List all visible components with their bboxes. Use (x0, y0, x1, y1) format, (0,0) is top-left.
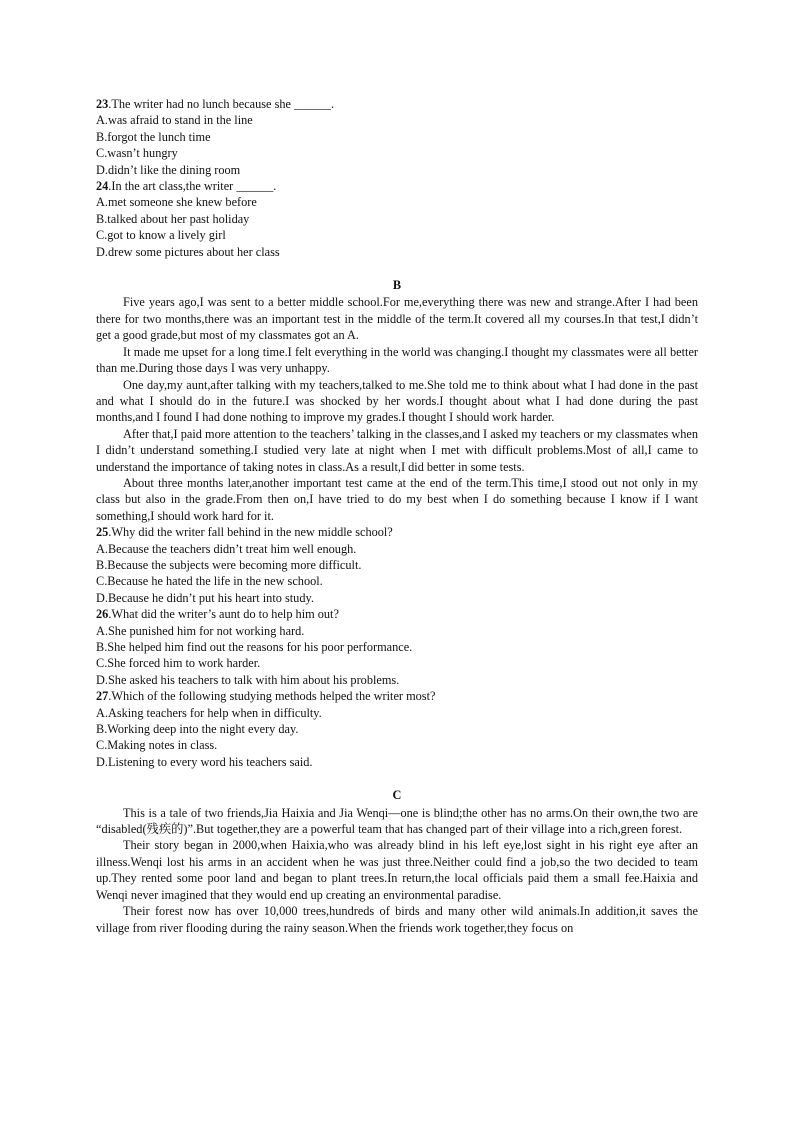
option-a: A.Asking teachers for help when in difficulty. (96, 705, 322, 720)
document-page (96, 96, 698, 936)
passage-paragraph: Their story began in 2000,when Haixia,who was already blind in his left eye,lost sight in his right eye after an illness.Wenqi lost his arms in an accident when he was just three.Neither could find a job,so the two decided to team up.They rented some poor land and began to plant trees.In return,the local officials paid them a small fee.Haixia and Wenqi never imagined that they would end up creating an environmental paradise. (96, 838, 698, 902)
question-number: 24 (96, 179, 109, 194)
question-number: 27 (96, 689, 109, 704)
option-c: C.wasn’t hungry (96, 146, 178, 161)
question-number: 23 (96, 97, 109, 111)
question-stem: 27.Which of the following studying methods helped the writer most? (96, 689, 436, 704)
question-number: 25 (96, 525, 109, 540)
option-a: A.She punished him for not working hard. (96, 623, 305, 638)
section-heading: C (392, 788, 402, 803)
option-d: D.drew some pictures about her class (96, 244, 280, 259)
section-c (96, 787, 698, 936)
passage-paragraph: One day,my aunt,after talking with my teachers,talked to me.She told me to think about what I had done in the past and what I should do in the future.I was shocked by her words.I thought about what I had done during the past months,and I found I had done nothing to improve my grades.I thought I should work harder. (96, 377, 698, 425)
option-b: B.Working deep into the night every day. (96, 722, 299, 737)
option-b: B.talked about her past holiday (96, 211, 250, 226)
question-stem: 26.What did the writer’s aunt do to help him out? (96, 607, 339, 622)
passage-paragraph: After that,I paid more attention to the teachers’ talking in the classes,and I asked my teachers or my classmates when I didn’t understand something.I studied very late at night when I met with difficult problems.Most of all,I came to understand the importance of taking notes in class.As a result,I did better in some tests. (96, 426, 698, 474)
option-c: C.Because he hated the life in the new school. (96, 574, 323, 589)
option-d: D.Because he didn’t put his heart into study. (96, 590, 314, 605)
question-25 (96, 524, 698, 606)
passage-paragraph: Five years ago,I was sent to a better middle school.For me,everything there was new and strange.After I had been there for two months,there was an important test in the middle of the term.It covered all my courses.In that test,I didn’t get a good grade,but most of my classmates got an A. (96, 295, 698, 343)
question-23 (96, 96, 698, 178)
option-d: D.didn’t like the dining room (96, 162, 241, 177)
passage-paragraph: Their forest now has over 10,000 trees,hundreds of birds and many other wild animals.In addition,it saves the village from river flooding during the rainy season.When the friends work together,they focus on (96, 904, 698, 935)
option-b: B.forgot the lunch time (96, 129, 211, 144)
section-a-questions (96, 96, 698, 260)
question-27 (96, 688, 698, 770)
question-stem: 25.Why did the writer fall behind in the new middle school? (96, 525, 393, 540)
question-26 (96, 606, 698, 688)
option-b: B.Because the subjects were becoming more difficult. (96, 557, 362, 572)
option-b: B.She helped him find out the reasons for his poor performance. (96, 640, 413, 654)
option-a: A.Because the teachers didn’t treat him well enough. (96, 541, 357, 556)
passage-paragraph: About three months later,another important test came at the end of the term.This time,I stood out not only in my class but also in the grade.From then on,I have tried to do my best when I do something because I know if I want something,I should work hard for it. (96, 475, 698, 523)
passage-paragraph: It made me upset for a long time.I felt everything in the world was changing.I thought my classmates were all better than me.During those days I was very unhappy. (96, 344, 698, 376)
question-stem: 24.In the art class,the writer ______. (96, 179, 277, 194)
question-stem: 23.The writer had no lunch because she ______. (96, 97, 335, 111)
option-d: D.She asked his teachers to talk with him about his problems. (96, 672, 400, 687)
section-b (96, 277, 698, 770)
option-c: C.got to know a lively girl (96, 228, 226, 243)
passage-paragraph: This is a tale of two friends,Jia Haixia and Jia Wenqi—one is blind;the other has no arms.On their own,the two are “disabled(残疾的)”.But together,they are a powerful team that has changed part of their village into a rich,green forest. (96, 805, 698, 837)
question-number: 26 (96, 607, 109, 622)
question-24 (96, 178, 698, 260)
option-d: D.Listening to every word his teachers said. (96, 754, 313, 769)
section-heading: B (392, 278, 402, 293)
option-c: C.She forced him to work harder. (96, 656, 261, 671)
option-a: A.met someone she knew before (96, 195, 257, 210)
option-a: A.was afraid to stand in the line (96, 113, 253, 128)
option-c: C.Making notes in class. (96, 738, 218, 753)
